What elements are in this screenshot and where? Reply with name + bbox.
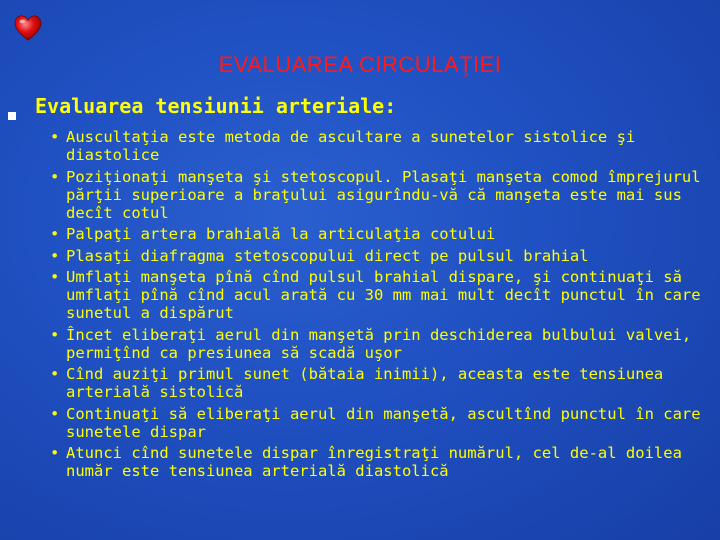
- slide-title: EVALUAREA CIRCULAŢIEI: [218, 52, 502, 77]
- bullet-dot: •: [50, 167, 60, 186]
- bullet-dot: •: [50, 246, 60, 265]
- list-item-text: Umflaţi manşeta pînă cînd pulsul brahial dispare, şi continuaţi să umflaţi pînă cînd acul arată cu 30 mm mai mult decît punctul în care sunetul a dispărut: [66, 268, 701, 322]
- list-item: [44, 405, 720, 441]
- bullet-list: [44, 128, 720, 484]
- bullet-dot: •: [50, 444, 60, 462]
- bullet-dot: •: [50, 325, 60, 344]
- list-item-text: Continuaţi să eliberaţi aerul din manşetă, ascultînd punctul în care sunetele dispar: [66, 404, 701, 441]
- heart-icon: [13, 14, 43, 42]
- bullet-dot: •: [50, 365, 60, 383]
- section-heading: Evaluarea tensiunii arteriale:: [35, 94, 397, 118]
- list-item-text: Plasaţi diafragma stetoscopului direct pe pulsul brahial: [66, 246, 589, 265]
- list-item: [44, 225, 720, 243]
- list-item-text: Încet eliberaţi aerul din manşetă prin deschiderea bulbului valvei, permiţînd ca presiunea să scadă uşor: [66, 325, 692, 362]
- list-item: [44, 444, 720, 480]
- list-item-text: Poziţionaţi manşeta şi stetoscopul. Plasaţi manşeta comod împrejurul părţii superioare a braţului asigurîndu-vă că manşeta este mai sus decît cotul: [66, 167, 701, 222]
- list-item-text: Cînd auziţi primul sunet (bătaia inimii), aceasta este tensiunea arterială sistolică: [66, 365, 664, 401]
- list-item: [44, 326, 720, 362]
- square-bullet: [8, 112, 16, 120]
- bullet-dot: •: [50, 128, 60, 146]
- bullet-dot: •: [50, 225, 60, 243]
- list-item: [44, 128, 720, 164]
- list-item: [44, 168, 720, 222]
- list-item: [44, 268, 720, 322]
- list-item-text: Palpaţi artera brahială la articulaţia cotului: [66, 225, 496, 243]
- list-item: [44, 247, 720, 265]
- list-item-text: Auscultaţia este metoda de ascultare a sunetelor sistolice şi diastolice: [66, 128, 636, 164]
- bullet-dot: •: [50, 268, 60, 286]
- list-item-text: Atunci cînd sunetele dispar înregistraţi numărul, cel de-al doilea număr este tensiunea arterială diastolică: [66, 444, 682, 480]
- bullet-dot: •: [50, 404, 60, 423]
- list-item: [44, 365, 720, 401]
